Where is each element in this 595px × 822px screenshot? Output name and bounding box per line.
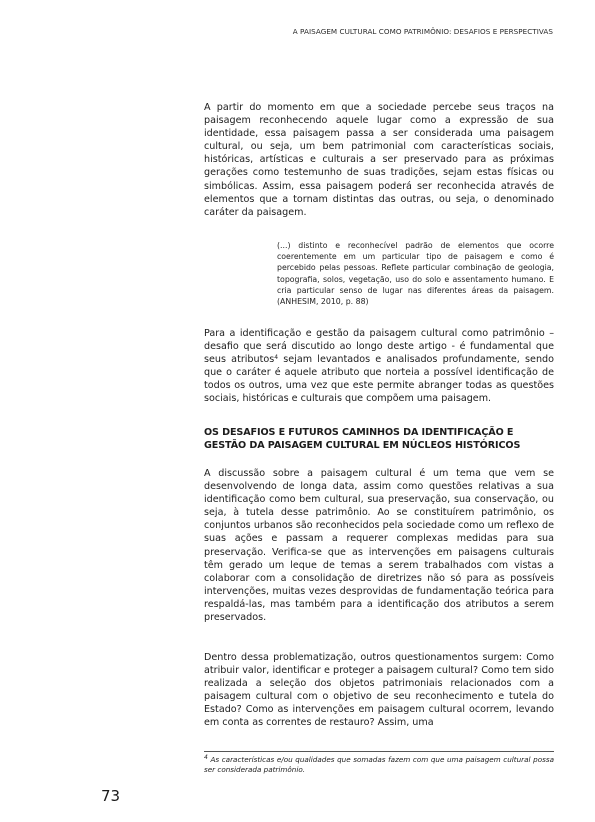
footnote-reference: 4 bbox=[274, 354, 279, 362]
body-paragraph bbox=[204, 467, 554, 624]
running-header: A PAISAGEM CULTURAL COMO PATRIMÔNIO: DESAFIOS E PERSPECTIVAS bbox=[292, 27, 553, 36]
paragraph-text-part: sejam levantados e analisados profundamente, sendo que o caráter é aquele atributo que norteia a possível identificação de todos os outros, uma vez que este permite abranger todas as questões sociais, históricas e culturais que compõem uma paisagem. bbox=[204, 354, 554, 405]
paragraph-text: A discussão sobre a paisagem cultural é um tema que vem se desenvolvendo de longa data, assim como questões relativas a sua identificação como bem cultural, sua preservação, sua conservação, ou seja, à tutela desse patrimônio. Ao se constituírem patrimônio, os conjuntos urbanos são reconhecidos pela sociedade como um reflexo de suas ações e passam a requerer complexas medidas para sua preservação. Verifica-se que as intervenções em paisagens culturais têm gerado um leque de temas a serem trabalhados com vistas a colaborar com a consolidação de diretrizes não só para as possíveis intervenções, muitas vezes desprovidas de fundamentação teórica para respaldá-las, mas também para a identificação dos atributos a serem preservados. bbox=[204, 468, 554, 624]
block-quote: (...) distinto e reconhecível padrão de elementos que ocorre coerentemente em um particular tipo de paisagem e como é percebido pelas pessoas. Reflete particular combinação de geologia, topografia, solos, vegetação, uso do solo e assentamento humano. E cria particular senso de lugar nas diferentes áreas da paisagem. (ANHESIM, 2010, p. 88) bbox=[277, 241, 554, 307]
paragraph-text: Dentro dessa problematização, outros questionamentos surgem: Como atribuir valor, identificar e proteger a paisagem cultural? Como tem sido realizada a seleção dos objetos patrimoniais relacionados com a paisagem cultural com o objetivo de seu reconhecimento e tutela do Estado? Como as intervenções em paisagem cultural ocorrem, levando em conta as correntes de restauro? Assim, uma bbox=[204, 652, 554, 729]
page-number: 73 bbox=[101, 787, 121, 805]
footnote bbox=[204, 755, 554, 776]
paragraph-text-part: Para a identificação e gestão da paisagem cultural como patrimônio – desafio que será discutido ao longo deste artigo - é fundamental que seus atributos bbox=[204, 328, 554, 366]
body-paragraph bbox=[204, 327, 554, 406]
body-paragraph bbox=[204, 101, 554, 219]
section-heading: OS DESAFIOS E FUTUROS CAMINHOS DA IDENTIFICAÇÃO E GESTÃO DA PAISAGEM CULTURAL EM NÚCLEOS HISTÓRICOS bbox=[204, 427, 521, 452]
footnote-text: As características e/ou qualidades que somadas fazem com que uma paisagem cultural possa ser considerada patrimônio. bbox=[204, 755, 554, 775]
body-paragraph bbox=[204, 651, 554, 730]
footnote-marker: 4 bbox=[204, 754, 208, 761]
paragraph-text bbox=[204, 327, 554, 406]
paragraph-text: A partir do momento em que a sociedade percebe seus traços na paisagem reconhecendo aquele lugar como a expressão de sua identidade, essa paisagem passa a ser considerada uma paisagem cultural, ou seja, um bem patrimonial com características sociais, históricas, artísticas e culturais a ser preservado para as próximas gerações como testemunho de suas tradições, sejam estas físicas ou simbólicas. Assim, essa paisagem poderá ser reconhecida através de elementos que a tornam distintas das outras, ou seja, o denominado caráter da paisagem. bbox=[204, 102, 554, 218]
footnote-divider bbox=[204, 751, 554, 752]
